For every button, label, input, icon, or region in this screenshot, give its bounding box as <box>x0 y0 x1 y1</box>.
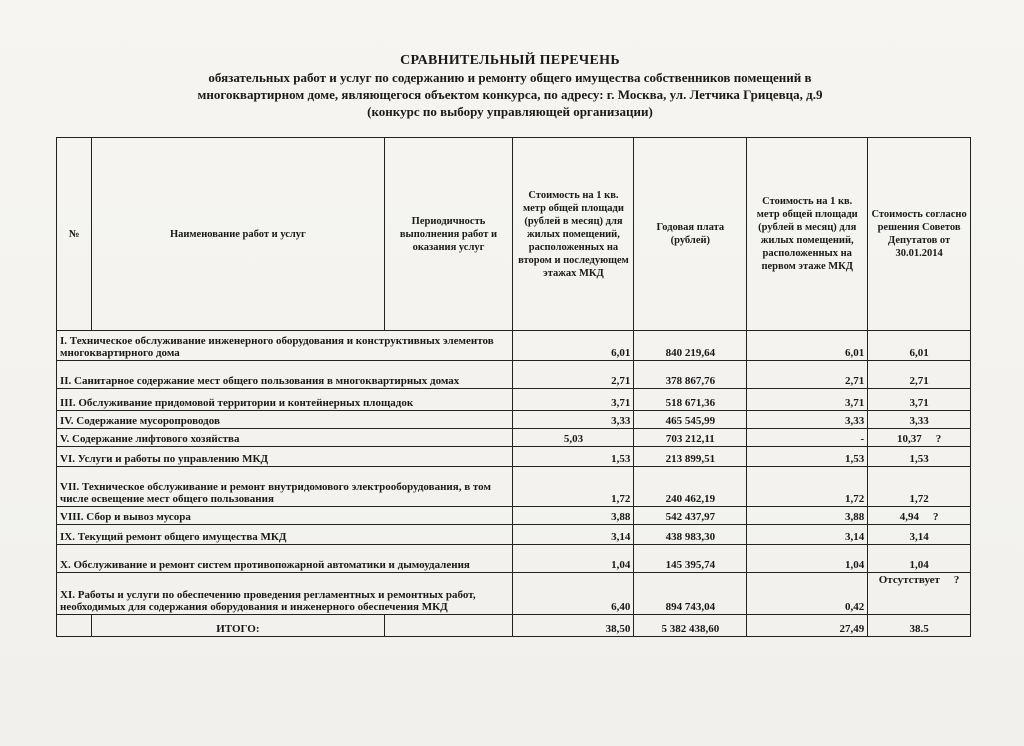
row-council <box>868 361 971 389</box>
row-price-first: 2,71 <box>747 361 868 389</box>
row-price-upper: 3,14 <box>513 525 634 545</box>
comparison-table <box>56 137 971 637</box>
row-price-first: 3,33 <box>747 411 868 429</box>
row-annual: 894 743,04 <box>634 573 747 615</box>
row-name: IX. Текущий ремонт общего имущества МКД <box>57 525 513 545</box>
row-council-value: 6,01 <box>909 347 929 359</box>
row-council-value: 10,37 <box>896 433 922 445</box>
row-annual: 542 437,97 <box>634 507 747 525</box>
row-council-value: 3,14 <box>909 531 929 543</box>
row-price-upper: 3,88 <box>513 507 634 525</box>
table-row <box>57 525 971 545</box>
col-header-annual: Годовая плата (рублей) <box>634 138 747 331</box>
row-annual: 518 671,36 <box>634 389 747 411</box>
col-header-num: № <box>57 138 92 331</box>
table-row <box>57 507 971 525</box>
subtitle-line-1: обязательных работ и услуг по содержанию и ремонту общего имущества собственников помещений в <box>208 70 812 85</box>
col-header-name: Наименование работ и услуг <box>92 138 384 331</box>
row-council <box>868 507 971 525</box>
row-name: IV. Содержание мусоропроводов <box>57 411 513 429</box>
table-row <box>57 447 971 467</box>
row-name: II. Санитарное содержание мест общего пользования в многоквартирных домах <box>57 361 513 389</box>
subtitle-line-2: многоквартирном доме, являющегося объектом конкурса, по адресу: г. Москва, ул. Летчика Грицевца, д.9 <box>197 87 823 102</box>
row-annual: 240 462,19 <box>634 467 747 507</box>
row-council <box>868 331 971 361</box>
table-row <box>57 361 971 389</box>
row-council <box>868 545 971 573</box>
row-price-first: 6,01 <box>747 331 868 361</box>
question-mark: ? <box>935 433 942 445</box>
row-price-upper: 6,40 <box>513 573 634 615</box>
table-row <box>57 573 971 615</box>
table-row <box>57 467 971 507</box>
table-row <box>57 389 971 411</box>
col-header-council: Стоимость согласно решения Советов Депутатов от 30.01.2014 <box>868 138 971 331</box>
row-annual: 438 983,30 <box>634 525 747 545</box>
row-name: I. Техническое обслуживание инженерного оборудования и конструктивных элементов многоквартирного дома <box>57 331 513 361</box>
row-name: VIII. Сбор и вывоз мусора <box>57 507 513 525</box>
row-price-upper: 3,71 <box>513 389 634 411</box>
table-row <box>57 545 971 573</box>
row-price-upper: 6,01 <box>513 331 634 361</box>
col-header-period: Периодичность выполнения работ и оказания услуг <box>384 138 513 331</box>
row-name: VII. Техническое обслуживание и ремонт внутридомового электрооборудования, в том числе освещение мест общего пользования <box>57 467 513 507</box>
row-price-upper: 1,04 <box>513 545 634 573</box>
total-label: ИТОГО: <box>92 615 384 637</box>
row-council-value: 1,04 <box>909 559 929 571</box>
row-council-value: 2,71 <box>909 375 929 387</box>
row-price-upper: 1,72 <box>513 467 634 507</box>
row-council-value: 1,72 <box>909 493 929 505</box>
question-mark: ? <box>932 511 939 523</box>
row-council <box>868 573 971 615</box>
row-name: VI. Услуги и работы по управлению МКД <box>57 447 513 467</box>
row-annual: 378 867,76 <box>634 361 747 389</box>
row-annual: 145 395,74 <box>634 545 747 573</box>
question-mark: ? <box>953 574 960 586</box>
row-council-value: 3,33 <box>909 415 929 427</box>
row-council-value: 3,71 <box>909 397 929 409</box>
row-council <box>868 447 971 467</box>
row-price-upper: 3,33 <box>513 411 634 429</box>
total-price-upper: 38,50 <box>513 615 634 637</box>
total-empty-cell <box>57 615 92 637</box>
col-header-price-upper: Стоимость на 1 кв. метр общей площади (рублей в месяц) для жилых помещений, расположенных на втором и последующем этажах МКД <box>513 138 634 331</box>
row-annual: 703 212,11 <box>634 429 747 447</box>
table-row <box>57 411 971 429</box>
col-header-price-first: Стоимость на 1 кв. метр общей площади (рублей в месяц) для жилых помещений, расположенных на первом этаже МКД <box>747 138 868 331</box>
row-name: III. Обслуживание придомовой территории и контейнерных площадок <box>57 389 513 411</box>
row-price-first: 3,88 <box>747 507 868 525</box>
row-price-first: 1,53 <box>747 447 868 467</box>
row-price-first: 3,71 <box>747 389 868 411</box>
row-council <box>868 429 971 447</box>
row-council <box>868 525 971 545</box>
row-council <box>868 467 971 507</box>
row-price-first: - <box>747 429 868 447</box>
row-price-first: 1,72 <box>747 467 868 507</box>
row-council-value: 1,53 <box>909 453 929 465</box>
row-annual: 213 899,51 <box>634 447 747 467</box>
row-price-upper: 5,03 <box>513 429 634 447</box>
subtitle-line-3: (конкурс по выбору управляющей организации) <box>367 104 653 119</box>
row-name: X. Обслуживание и ремонт систем противопожарной автоматики и дымоудаления <box>57 545 513 573</box>
total-annual: 5 382 438,60 <box>634 615 747 637</box>
table-header-row <box>57 138 971 331</box>
total-price-first: 27,49 <box>747 615 868 637</box>
total-row <box>57 615 971 637</box>
row-council-value: 4,94 <box>899 511 919 523</box>
document-title: СРАВНИТЕЛЬНЫЙ ПЕРЕЧЕНЬ <box>400 53 620 68</box>
document-header <box>100 52 920 120</box>
row-name: XI. Работы и услуги по обеспечению проведения регламентных и ремонтных работ, необходимых для содержания оборудования и инженерного обеспечения МКД <box>57 573 513 615</box>
row-council <box>868 389 971 411</box>
row-price-upper: 2,71 <box>513 361 634 389</box>
table-row <box>57 331 971 361</box>
row-price-first: 0,42 <box>747 573 868 615</box>
row-annual: 465 545,99 <box>634 411 747 429</box>
row-price-upper: 1,53 <box>513 447 634 467</box>
row-name: V. Содержание лифтового хозяйства <box>57 429 513 447</box>
row-price-first: 3,14 <box>747 525 868 545</box>
row-annual: 840 219,64 <box>634 331 747 361</box>
total-council: 38.5 <box>868 615 971 637</box>
row-council <box>868 411 971 429</box>
total-empty-period <box>384 615 513 637</box>
row-council-value: Отсутствует <box>878 574 940 586</box>
table-row <box>57 429 971 447</box>
row-price-first: 1,04 <box>747 545 868 573</box>
